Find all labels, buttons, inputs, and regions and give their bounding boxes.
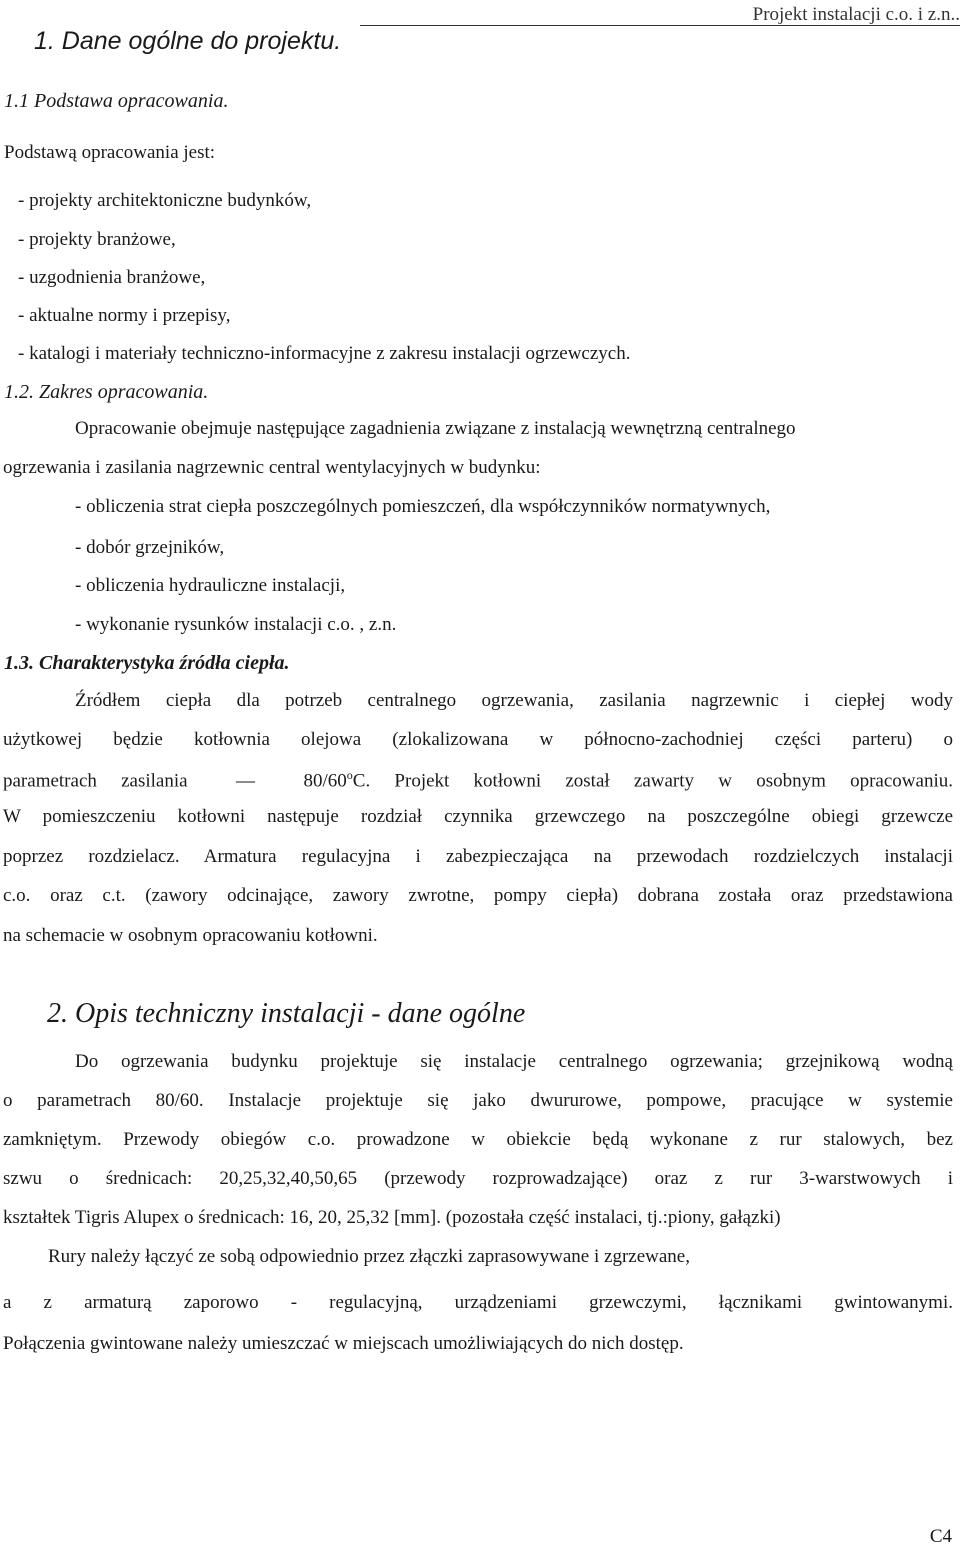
list-item: - dobór grzejników, (75, 537, 225, 558)
degree-sign: o (346, 768, 353, 782)
section-2-line: o parametrach 80/60. Instalacje projektuje się jako dwururowe, pompowe, pracujące w systemie (3, 1090, 953, 1111)
section-2-line: kształtek Tigris Alupex o średnicach: 16, 20, 25,32 [mm]. (pozostała część instalaci, tj.:piony, gałązki) (3, 1207, 781, 1228)
running-header: Projekt instalacji c.o. i z.n.. (752, 4, 960, 25)
list-item: - uzgodnienia branżowe, (18, 267, 206, 288)
section-2-heading (47, 998, 525, 1030)
list-item: - katalogi i materiały techniczno-informacyjne z zakresu instalacji ogrzewczych. (18, 343, 631, 364)
section-2-line: Rury należy łączyć ze sobą odpowiednio przez złączki zaprasowywane i zgrzewane, (48, 1246, 690, 1267)
list-item: - aktualne normy i przepisy, (18, 305, 231, 326)
section-1-3-line: c.o. oraz c.t. (zawory odcinające, zawory zwrotne, pompy ciepła) dobrana została oraz przedstawiona (3, 885, 953, 906)
section-1-3-line: na schemacie w osobnym opracowaniu kotłowni. (3, 925, 378, 946)
supply-params-text: parametrach zasilania — 80/60 (3, 770, 347, 792)
section-1-3-heading: 1.3. Charakterystyka źródła ciepła. (4, 652, 290, 674)
page-number: C4 (929, 1526, 952, 1547)
section-1-2-paragraph-line: ogrzewania i zasilania nagrzewnic central wentylacyjnych w budynku: (3, 457, 541, 478)
section-1-3-line: poprzez rozdzielacz. Armatura regulacyjna i zabezpieczająca na przewodach rozdzielczych instalacji (3, 846, 953, 867)
list-item: - obliczenia hydrauliczne instalacji, (75, 575, 346, 596)
section-1-2-heading: 1.2. Zakres opracowania. (4, 381, 209, 403)
section-2-line: zamkniętym. Przewody obiegów c.o. prowadzone w obiekcie będą wykonane z rur stalowych, bez (3, 1129, 953, 1150)
section-1-3-line: użytkowej będzie kotłownia olejowa (zlokalizowana w północno-zachodniej części parteru) o (3, 729, 953, 750)
section-1-3-line-temp (3, 768, 953, 792)
boiler-note: C. Projekt kotłowni został zawarty w osobnym opracowaniu. (352, 770, 953, 792)
list-item: - wykonanie rysunków instalacji c.o. , z.n. (75, 614, 397, 635)
section-1-1-heading: 1.1 Podstawa opracowania. (4, 90, 229, 112)
section-2-line: Połączenia gwintowane należy umieszczać w miejscach umożliwiających do nich dostęp. (3, 1333, 684, 1354)
section-1-heading: 1. Dane ogólne do projektu. (34, 27, 342, 55)
section-2-line: Do ogrzewania budynku projektuje się instalacje centralnego ogrzewania; grzejnikową wodną (75, 1051, 953, 1072)
section-1-2-paragraph-line: Opracowanie obejmuje następujące zagadnienia związane z instalacją wewnętrzną centralnego (75, 418, 796, 439)
list-item: - projekty branżowe, (18, 229, 176, 250)
section-2-heading-text: 2. Opis techniczny instalacji - dane ogólne (47, 998, 526, 1029)
list-item: - projekty architektoniczne budynków, (18, 190, 312, 211)
section-2-line: a z armaturą zaporowo - regulacyjną, urządzeniami grzewczymi, łącznikami gwintowanymi. (3, 1292, 953, 1313)
list-item: - obliczenia strat ciepła poszczególnych pomieszczeń, dla współczynników normatywnych, (75, 496, 771, 517)
section-1-3-line: W pomieszczeniu kotłowni następuje rozdział czynnika grzewczego na poszczególne obiegi grzewcze (3, 806, 953, 827)
section-2-line: szwu o średnicach: 20,25,32,40,50,65 (przewody rozprowadzające) oraz z rur 3-warstwowych i (3, 1168, 953, 1189)
section-1-1-intro: Podstawą opracowania jest: (4, 142, 216, 163)
section-1-3-line: Źródłem ciepła dla potrzeb centralnego ogrzewania, zasilania nagrzewnic i ciepłej wody (75, 690, 953, 711)
